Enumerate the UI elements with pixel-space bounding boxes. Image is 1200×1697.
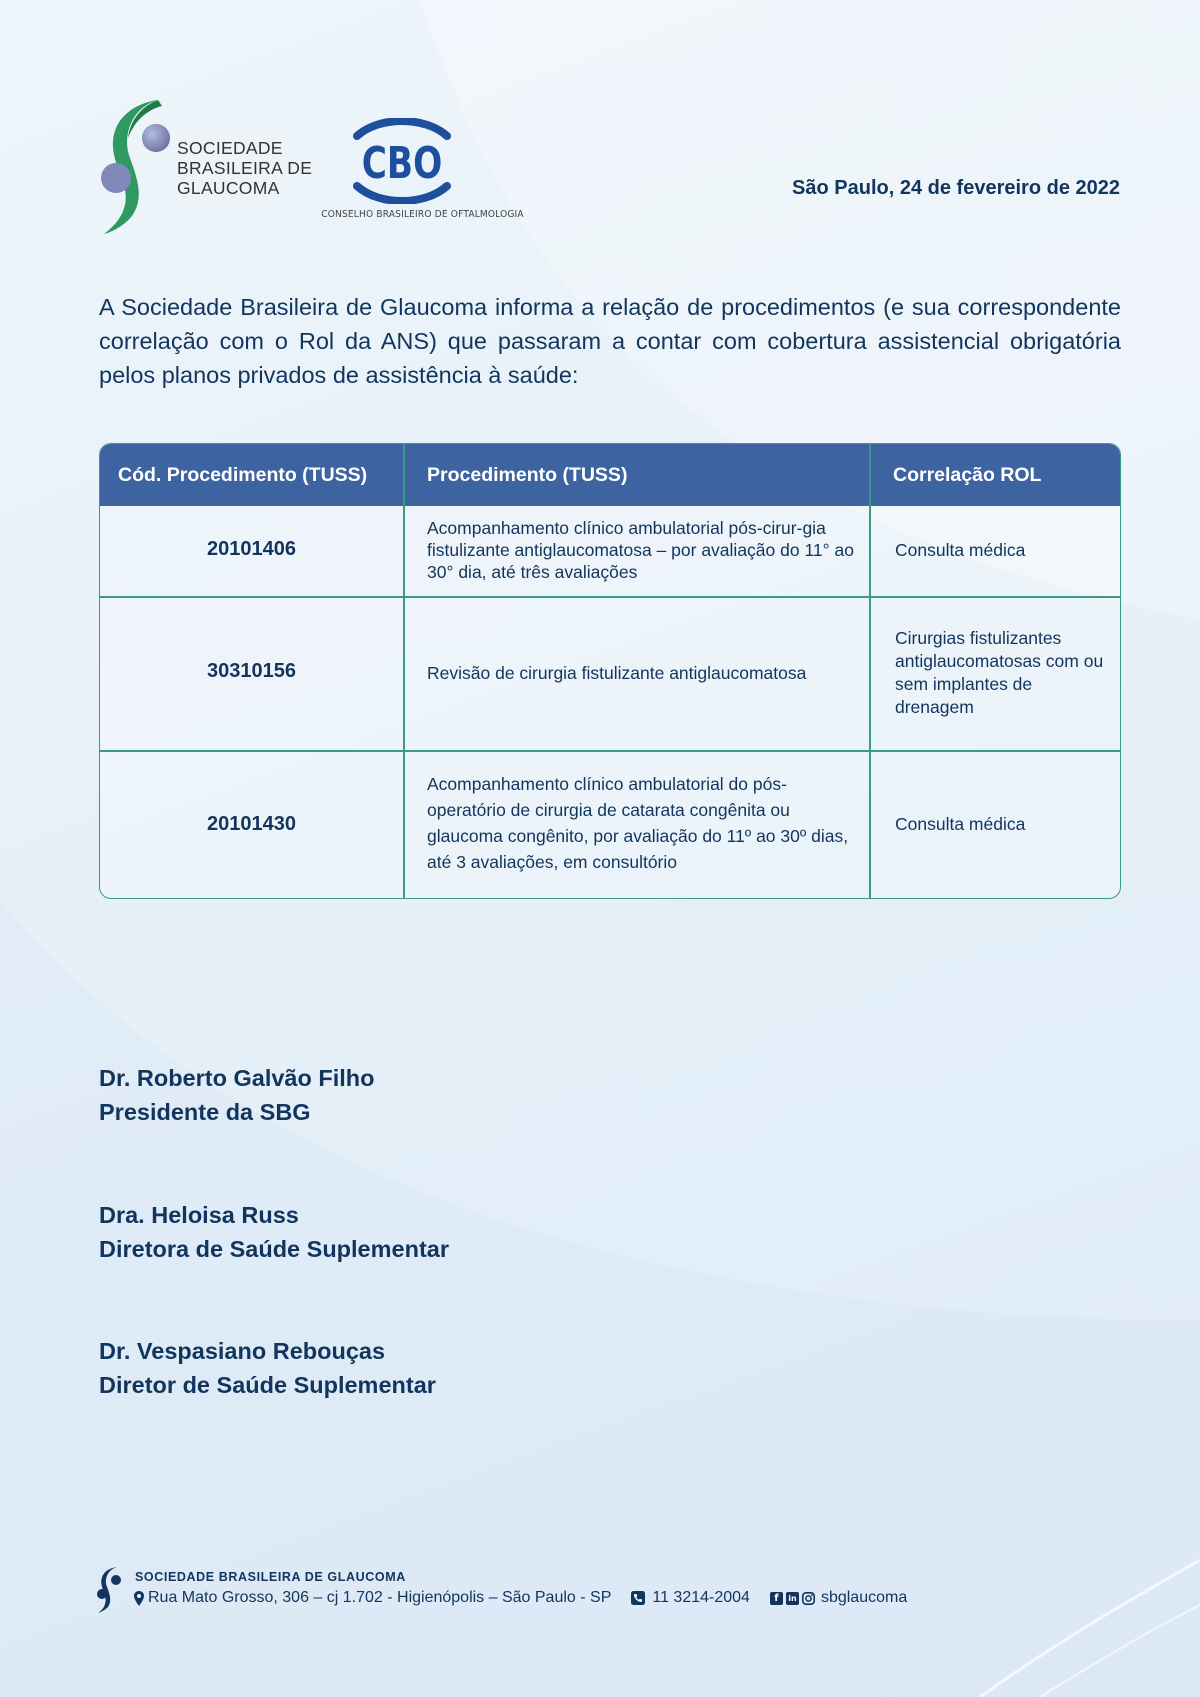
cell-rol: Cirurgias fistulizantes antiglaucomatosas com ou sem implantes de drenagem (895, 628, 1104, 717)
cell-code: 30310156 (207, 660, 296, 682)
intro-paragraph: A Sociedade Brasileira de Glaucoma informa a relação de procedimentos (e sua correspondente correlação com o Rol da ANS) que passaram a contar com cobertura assistencial obrigatória pelos planos privados de assistência à saúde: (99, 294, 1121, 388)
signatory-title: Diretor de Saúde Suplementar (99, 1372, 436, 1398)
sbg-logo-line-3: GLAUCOMA (177, 178, 280, 198)
instagram-icon[interactable] (802, 1592, 815, 1605)
map-pin-icon (134, 1591, 144, 1606)
footer-org-name: SOCIEDADE BRASILEIRA DE GLAUCOMA (135, 1570, 406, 1584)
cell-code: 20101406 (207, 538, 296, 560)
signatory-name: Dr. Vespasiano Rebouças (99, 1338, 386, 1364)
phone-icon (631, 1591, 645, 1605)
footer-sbg-logo-icon (97, 1566, 123, 1614)
cbo-logo-subtitle: CONSELHO BRASILEIRO DE OFTALMOLOGIA (321, 209, 524, 220)
signature-block (99, 1061, 375, 1129)
cell-code: 20101430 (207, 813, 296, 835)
cell-rol: Consulta médica (895, 540, 1026, 560)
footer-address: Rua Mato Grosso, 306 – cj 1.702 - Higienópolis – São Paulo - SP (148, 1589, 612, 1606)
cell-procedure: Revisão de cirurgia fistulizante antiglaucomatosa (427, 663, 807, 683)
table-row (100, 751, 1120, 898)
header-procedure: Procedimento (TUSS) (427, 464, 628, 486)
cell-procedure: Acompanhamento clínico ambulatorial pós-cirur-gia fistulizante antiglaucomatosa – por avaliação do 11° ao 30° dia, até três avaliações (427, 518, 854, 582)
cbo-logo-text: CBO (361, 137, 443, 190)
header-rol: Correlação ROL (893, 464, 1042, 486)
signatory-name: Dra. Heloisa Russ (99, 1202, 299, 1228)
sbg-logo-line-1: SOCIEDADE (177, 138, 283, 158)
table-row (100, 506, 1120, 596)
sbg-logo-line-2: BRASILEIRA DE (177, 158, 313, 178)
sbg-logo-text (177, 138, 312, 198)
footer-contact (134, 1589, 907, 1607)
table-header (100, 444, 1120, 506)
facebook-icon[interactable]: f (770, 1592, 783, 1605)
letter-date: São Paulo, 24 de fevereiro de 2022 (792, 177, 1120, 199)
signature-block (99, 1334, 436, 1402)
cbo-logo-mark-icon (349, 118, 455, 204)
table-row (100, 597, 1120, 750)
signatory-title: Diretora de Saúde Suplementar (99, 1236, 449, 1262)
sbg-logo (100, 98, 313, 238)
sbg-logo-mark-icon (100, 98, 180, 236)
header-code: Cód. Procedimento (TUSS) (118, 464, 368, 486)
footer-phone: 11 3214-2004 (652, 1589, 750, 1606)
linkedin-icon[interactable]: in (786, 1592, 799, 1605)
signature-block (99, 1198, 449, 1266)
cell-rol: Consulta médica (895, 814, 1026, 834)
cbo-logo (317, 118, 524, 228)
footer-social-handle[interactable]: sbglaucoma (820, 1589, 908, 1606)
procedures-table (99, 443, 1121, 899)
cell-procedure: Acompanhamento clínico ambulatorial do pós-operatório de cirurgia de catarata congênita ou glaucoma congênito, por avaliação do 11º ao 30º dias, até 3 avaliações, em consultório (427, 774, 849, 872)
signatory-name: Dr. Roberto Galvão Filho (99, 1065, 375, 1091)
signatory-title: Presidente da SBG (99, 1099, 311, 1125)
